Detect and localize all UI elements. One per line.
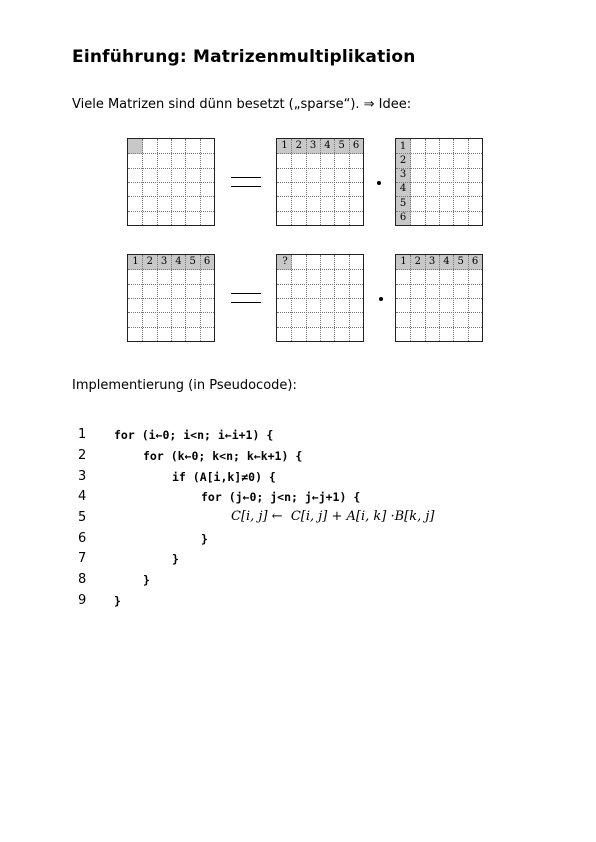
column-label: 3 [309, 140, 317, 151]
result-matrix-c [127, 138, 215, 226]
grid-line [468, 139, 469, 225]
row-label: 4 [399, 183, 407, 195]
column-label: 6 [203, 256, 211, 267]
line-number: 4 [78, 489, 87, 504]
column-label: 3 [160, 256, 168, 267]
matrix-a-row [276, 138, 364, 226]
grid-line [128, 327, 214, 328]
intro-text: Viele Matrizen sind dünn besetzt („sparse“). ⇒ Idee: [72, 97, 412, 112]
equals-sign [231, 177, 261, 187]
row-label: 2 [399, 154, 407, 166]
grid-line [128, 298, 214, 299]
column-label: 5 [457, 256, 464, 267]
column-label: 4 [443, 256, 450, 267]
column-label: 2 [146, 256, 153, 267]
shaded-cell [128, 139, 143, 154]
page-title: Einführung: Matrizenmultiplikation [72, 47, 416, 67]
grid-line [334, 255, 335, 341]
line-number: 9 [78, 593, 87, 608]
line-number: 8 [78, 572, 87, 587]
line-number: 2 [78, 448, 87, 463]
code-line: } [201, 532, 208, 546]
matrix-b-column [395, 138, 483, 226]
grid-line [277, 182, 363, 183]
line-number: 1 [78, 427, 87, 442]
code-line: for (k←0; k<n; k←k+1) { [143, 449, 303, 463]
code-line: if (A[i,k]≠0) { [172, 470, 276, 484]
column-label: 5 [338, 140, 345, 151]
grid-line [277, 327, 363, 328]
row-label: 5 [399, 197, 407, 209]
code-line: for (i←0; i<n; i←i+1) { [114, 428, 274, 442]
grid-line [277, 196, 363, 197]
matrix-b-row [395, 254, 483, 342]
column-label: 4 [175, 256, 182, 267]
grid-line [128, 196, 214, 197]
multiply-dot [379, 297, 383, 301]
grid-line [128, 182, 214, 183]
grid-line [396, 298, 482, 299]
grid-line [128, 312, 214, 313]
grid-line [128, 211, 214, 212]
column-label: 6 [471, 256, 479, 267]
equals-sign [231, 293, 261, 303]
row-label: 3 [399, 169, 407, 181]
matrix-a-cell [276, 254, 364, 342]
grid-line [396, 312, 482, 313]
code-line: } [143, 573, 150, 587]
column-label: 4 [324, 140, 331, 151]
code-line: for (j←0; j<n; j←j+1) { [201, 490, 361, 504]
column-label: 5 [189, 256, 196, 267]
code-line-math: C[i, j] ← C[i, j] + A[i, k] ·B[k, j] [231, 509, 435, 524]
line-number: 7 [78, 551, 87, 566]
grid-line [396, 327, 482, 328]
implementation-heading: Implementierung (in Pseudocode): [72, 378, 297, 393]
grid-line [349, 255, 350, 341]
code-line: } [114, 594, 121, 608]
code-line: } [172, 552, 179, 566]
row-label: 6 [399, 212, 407, 223]
question-mark-label: ? [282, 256, 288, 267]
column-label: 6 [352, 140, 360, 151]
result-matrix-c-row [127, 254, 215, 342]
row-label: 1 [399, 140, 407, 152]
grid-line [277, 211, 363, 212]
line-number: 6 [78, 531, 87, 546]
grid-line [200, 139, 201, 225]
column-label: 1 [132, 256, 139, 267]
column-label: 1 [400, 256, 407, 267]
line-number: 3 [78, 469, 87, 484]
line-number: 5 [78, 510, 87, 525]
multiply-dot [377, 181, 381, 185]
grid-line [453, 139, 454, 225]
column-label: 3 [428, 256, 436, 267]
grid-line [185, 139, 186, 225]
column-label: 1 [281, 140, 288, 151]
grid-line [277, 298, 363, 299]
grid-line [277, 312, 363, 313]
column-label: 2 [295, 140, 302, 151]
column-label: 2 [414, 256, 421, 267]
